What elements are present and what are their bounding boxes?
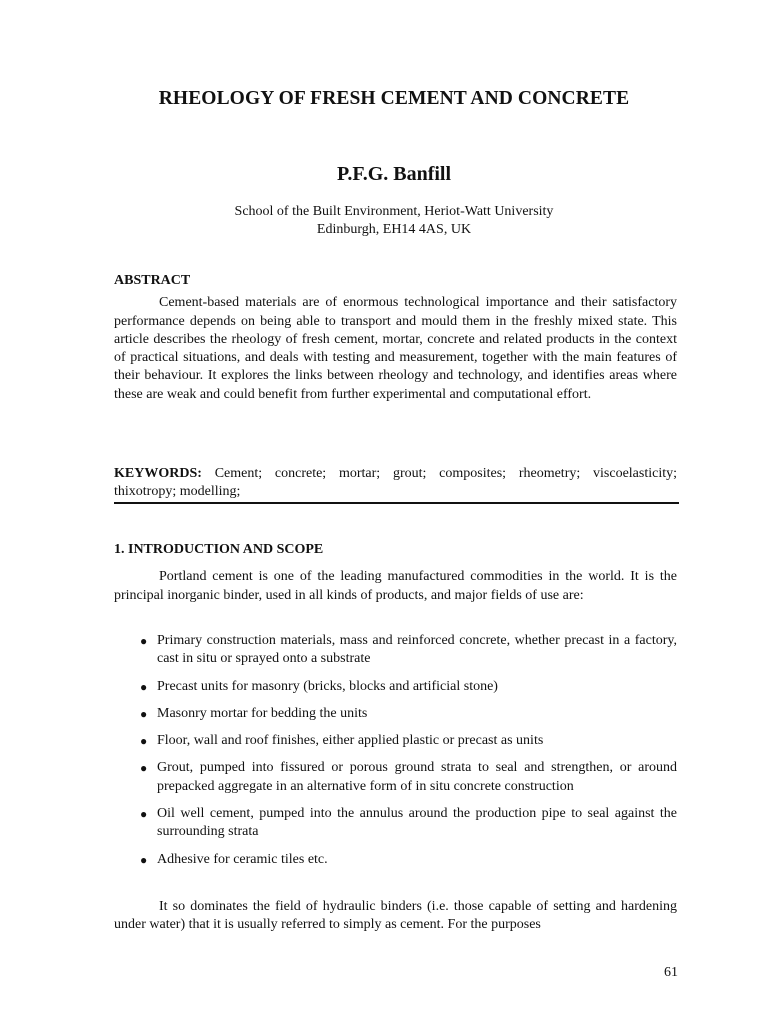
bullet-icon: ● [140, 761, 148, 776]
list-item: ● Masonry mortar for bedding the units [140, 705, 677, 723]
bullet-icon: ● [140, 807, 148, 822]
intro-paragraph-1: Portland cement is one of the leading manufactured commodities in the world. It is the principal inorganic binder, used in all kinds of products, and major fields of use are: [114, 569, 677, 603]
bullet-icon: ● [140, 634, 148, 648]
abstract-text: Cement-based materials are of enormous technological importance and their satisfactory performance depends on being able to transport and mould them in the freshly mixed state. This article describes the rheology of fresh cement, mortar, concrete and related products in the context of practical situations, and deals with testing and measurement, together with the main features of their behaviour. It explores the links between rheology and technology, and identifies areas where these are weak and could benefit from further experimental and computational effort. [114, 295, 677, 402]
bullet-icon: ● [140, 679, 148, 694]
list-item: ● Adhesive for ceramic tiles etc. [140, 851, 677, 869]
list-item: ● Grout, pumped into fissured or porous ground strata to seal and strengthen, or around prepacked aggregate in an alternative form of in situ concrete construction [140, 759, 677, 796]
keywords-label: KEYWORDS: [114, 466, 202, 481]
list-item: ● Primary construction materials, mass and reinforced concrete, whether precast in a factory, cast in situ or sprayed onto a substrate [140, 632, 677, 669]
introduction-section [114, 541, 677, 605]
abstract-heading: ABSTRACT [114, 273, 191, 288]
abstract-section [114, 272, 677, 404]
list-item: ● Precast units for masonry (bricks, blocks and artificial stone) [140, 678, 677, 696]
keywords-divider [114, 502, 679, 504]
intro-paragraph-2: It so dominates the field of hydraulic binders (i.e. those capable of setting and hardening under water) that it is usually referred to simply as cement. For the purposes [114, 899, 677, 933]
bullet-icon: ● [140, 734, 148, 749]
affiliation-line-2: Edinburgh, EH14 4AS, UK [316, 222, 472, 237]
affiliation [0, 203, 768, 239]
paper-title: RHEOLOGY OF FRESH CEMENT AND CONCRETE [158, 88, 630, 109]
keywords-text: Cement; concrete; mortar; grout; composites; rheometry; viscoelasticity; thixotropy; modelling; [114, 466, 677, 500]
author-name: P.F.G. Banfill [336, 163, 452, 185]
section-heading: 1. INTRODUCTION AND SCOPE [114, 542, 324, 557]
keywords-section [114, 465, 677, 502]
affiliation-line-1: School of the Built Environment, Heriot-Watt University [234, 204, 554, 219]
list-item: ● Oil well cement, pumped into the annulus around the production pipe to seal against the surrounding strata [140, 805, 677, 842]
bullet-icon: ● [140, 706, 148, 721]
uses-list [140, 632, 677, 878]
list-item: ● Floor, wall and roof finishes, either applied plastic or precast as units [140, 732, 677, 750]
page-number: 61 [664, 965, 678, 980]
bullet-icon: ● [140, 852, 148, 867]
